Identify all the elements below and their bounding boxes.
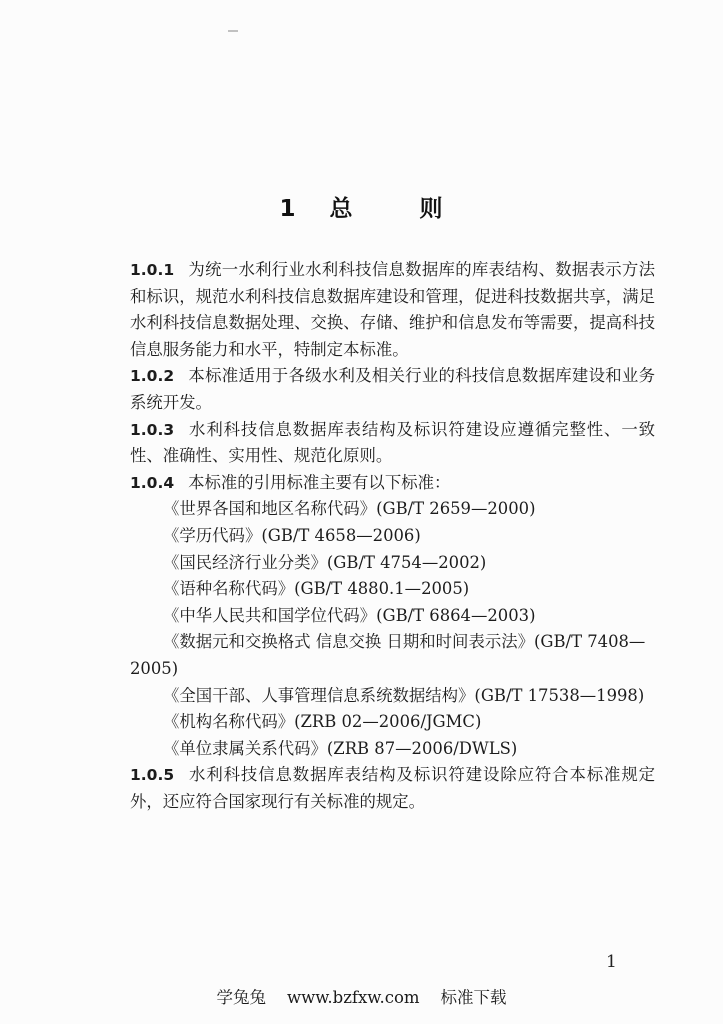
reference-item: 《机构名称代码》(ZRB 02—2006/JGMC) <box>163 712 482 732</box>
reference-item: 《全国干部、人事管理信息系统数据结构》(GB/T 17538—1998) <box>163 685 645 705</box>
chapter-title-char-2: 则 <box>419 196 444 222</box>
clause-number: 1.0.2 <box>130 367 175 386</box>
footer-site-name: 学兔兔 <box>216 988 266 1007</box>
clause-text: 水利科技信息数据库表结构及标识符建设应遵循完整性、一致性、准确性、实用性、规范化原则。 <box>130 419 655 466</box>
page-footer <box>0 984 723 1008</box>
footer-caption: 标准下载 <box>440 988 507 1007</box>
reference-item: 《中华人民共和国学位代码》(GB/T 6864—2003) <box>163 605 536 625</box>
clause-1-0-5 <box>130 762 655 815</box>
clause-text: 本标准的引用标准主要有以下标准： <box>188 472 451 492</box>
clause-1-0-3 <box>130 417 655 470</box>
clause-number: 1.0.3 <box>130 420 175 439</box>
chapter-title <box>0 190 723 223</box>
clause-1-0-1 <box>130 257 655 363</box>
clause-number: 1.0.1 <box>130 261 175 279</box>
page-number: 1 <box>606 952 617 972</box>
clause-text: 本标准适用于各级水利及相关行业的科技信息数据库建设和业务系统开发。 <box>130 366 655 412</box>
reference-item: 《单位隶属关系代码》(ZRB 87—2006/DWLS) <box>163 738 518 758</box>
reference-item: 《国民经济行业分类》(GB/T 4754—2002) <box>163 552 487 572</box>
chapter-title-char-1: 总 <box>329 196 354 222</box>
footer-url: www.bzfxw.com <box>286 988 420 1007</box>
clause-number: 1.0.4 <box>130 473 175 492</box>
clause-text: 为统一水利行业水利科技信息数据库的库表结构、数据表示方法和标识，规范水利科技信息数据库建设和管理，促进科技数据共享，满足水利科技信息数据处理、交换、存储、维护和信息发布等需要，提高科技信息服务能力和水平，特制定本标准。 <box>130 260 655 359</box>
chapter-body <box>130 257 655 815</box>
chapter-number: 1 <box>279 196 297 222</box>
clause-number: 1.0.5 <box>130 766 175 785</box>
scan-artifact <box>228 30 238 32</box>
reference-item: 《数据元和交换格式 信息交换 日期和时间表示法》(GB/T 7408—2005) <box>130 632 646 678</box>
clause-1-0-2 <box>130 363 655 416</box>
clause-text: 水利科技信息数据库表结构及标识符建设除应符合本标准规定外，还应符合国家现行有关标准的规定。 <box>130 765 655 811</box>
reference-standards-list <box>130 496 655 762</box>
reference-item: 《学历代码》(GB/T 4658—2006) <box>163 525 421 545</box>
reference-item: 《世界各国和地区名称代码》(GB/T 2659—2000) <box>163 499 536 519</box>
reference-item: 《语种名称代码》(GB/T 4880.1—2005) <box>163 579 470 599</box>
clause-1-0-4 <box>130 470 655 497</box>
